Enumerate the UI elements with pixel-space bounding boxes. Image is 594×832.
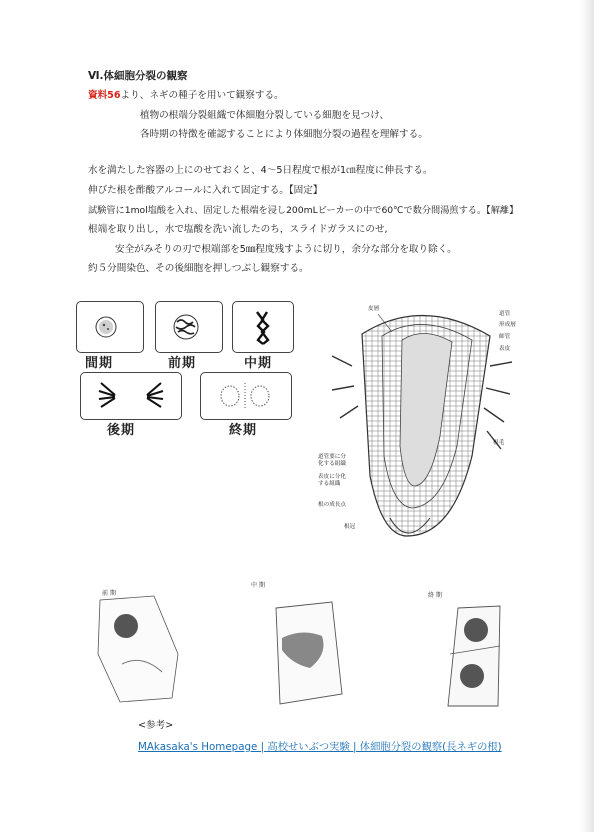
prophase-sketch [92, 594, 188, 706]
intro-line-2: 植物の根端分裂組織で体細胞分裂している細胞を見つけ、 [140, 110, 390, 121]
intro-line-1-text: より、ネギの種子を用いて観察する。 [120, 90, 284, 101]
procedure-step-1: 水を満たした容器の上にのせておくと、4～5日程度で根が1㎝程度に伸長する。 [88, 165, 433, 176]
telophase-box [200, 372, 292, 420]
vessel-label: 道管 [499, 311, 511, 317]
interphase-cell-icon [77, 302, 143, 352]
prophase-label: 前期 [168, 356, 197, 371]
metaphase-box [232, 301, 294, 353]
metaphase-cell-icon [233, 302, 293, 352]
intro-line-1 [88, 90, 284, 102]
growth-point-label: 根の成長点 [318, 502, 346, 508]
cambium-label: 形成層 [499, 322, 516, 328]
section-title: Ⅵ.体細胞分裂の観察 [88, 70, 188, 82]
telophase-cell-icon [201, 373, 291, 419]
page-edge-shadow [580, 0, 594, 832]
sketch-prophase-label: 前 期 [102, 590, 116, 597]
reference-tag: 資料56 [88, 90, 121, 101]
epidermis-tissue-label: 表皮に分化 する組織 [318, 474, 346, 487]
interphase-box [76, 301, 144, 353]
procedure-step-5: 安全がみそりの刃で根端部を5㎜程度残すように切り，余分な部分を取り除く。 [115, 244, 457, 255]
prophase-cell-icon [156, 302, 222, 352]
epidermis-label: 表皮 [499, 346, 511, 352]
telophase-sketch [428, 598, 520, 714]
cortex-label: 皮層 [368, 306, 380, 312]
sketch-metaphase-label: 中 期 [251, 582, 265, 589]
sieve-tube-label: 師管 [499, 334, 511, 340]
intro-line-3: 各時期の特徴を確認することにより体細胞分裂の過程を理解する。 [140, 129, 428, 140]
reference-link[interactable]: MAkasaka's Homepage | 高校せいぶつ実験 | 体細胞分裂の観察(長ネギの根) [138, 741, 502, 753]
anaphase-cell-icon [81, 373, 181, 419]
reference-label: <参考> [138, 720, 174, 731]
procedure-step-2: 伸びた根を酢酸アルコールに入れて固定する。【固定】 [88, 185, 323, 196]
metaphase-sketch [262, 598, 346, 708]
telophase-label: 終期 [229, 423, 258, 438]
vessel-tissue-label: 道管要に分 化する組織 [318, 454, 346, 467]
procedure-step-6: 約５分間染色、その後細胞を押しつぶし観察する。 [88, 263, 309, 274]
metaphase-label: 中期 [244, 356, 273, 371]
root-tip-diagram [312, 296, 524, 554]
root-hair-label: 根毛 [493, 440, 505, 446]
anaphase-label: 後期 [107, 423, 136, 438]
sketch-telophase-label: 終 期 [428, 592, 442, 599]
root-cap-label: 根冠 [344, 524, 356, 530]
prophase-box [155, 301, 223, 353]
procedure-step-3: 試験管に1mol塩酸を入れ、固定した根端を浸し200mLビーカーの中で60℃で数分間湯煎する。【解離】 [88, 205, 519, 216]
anaphase-box [80, 372, 182, 420]
interphase-label: 間期 [85, 356, 114, 371]
procedure-step-4: 根端を取り出し，水で塩酸を洗い流したのち，スライドガラスにのせ, [88, 224, 388, 235]
